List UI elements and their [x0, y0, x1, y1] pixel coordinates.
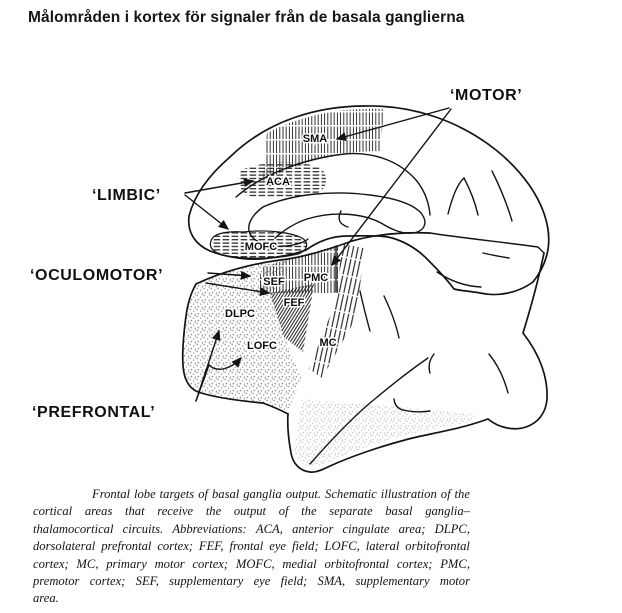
caption-line: cortex; MC, primary motor cortex; MOFC, medial orbitofrontal cortex; PMC,	[33, 556, 470, 571]
label-mc: MC	[319, 337, 337, 349]
caption-line: cortical areas that receive the output of the separate basal ganglia–	[33, 504, 470, 519]
arrow-limbic-to-mofc	[185, 195, 228, 229]
label-pmc: PMC	[303, 272, 329, 284]
label-lofc: LOFC	[247, 340, 277, 352]
caption-line: dorsolateral prefrontal cortex; FEF, frontal eye field; LOFC, lateral orbitofrontal	[33, 539, 470, 554]
caption-line: Frontal lobe targets of basal ganglia output. Schematic illustration of the	[92, 487, 470, 501]
label-sma: SMA	[302, 133, 328, 145]
corpus-callosum	[263, 193, 425, 238]
label-prefrontal: ‘PREFRONTAL’	[32, 404, 156, 421]
label-motor: ‘MOTOR’	[450, 87, 523, 104]
label-limbic: ‘LIMBIC’	[92, 187, 161, 204]
caption-line: area.	[33, 591, 59, 606]
caption-line: thalamocortical circuits. Abbreviations: ACA, anterior cingulate area; DLPC,	[33, 521, 470, 536]
label-mofc: MOFC	[244, 241, 278, 253]
label-dlpc: DLPC	[225, 308, 255, 320]
page-title: Målområden i kortex för signaler från de basala ganglierna	[28, 9, 465, 26]
label-fef: FEF	[283, 297, 305, 309]
label-sef: SEF	[263, 276, 285, 288]
label-oculomotor: ‘OCULOMOTOR’	[30, 267, 164, 284]
region-temporal-stipple	[294, 399, 477, 468]
figure-caption	[33, 486, 470, 608]
parieto-occipital-sulcus	[430, 233, 544, 253]
label-aca: ACA	[266, 176, 290, 188]
fornix	[339, 211, 348, 227]
caption-line: premotor cortex; SEF, supplementary eye field; SMA, supplementary motor	[33, 573, 470, 588]
